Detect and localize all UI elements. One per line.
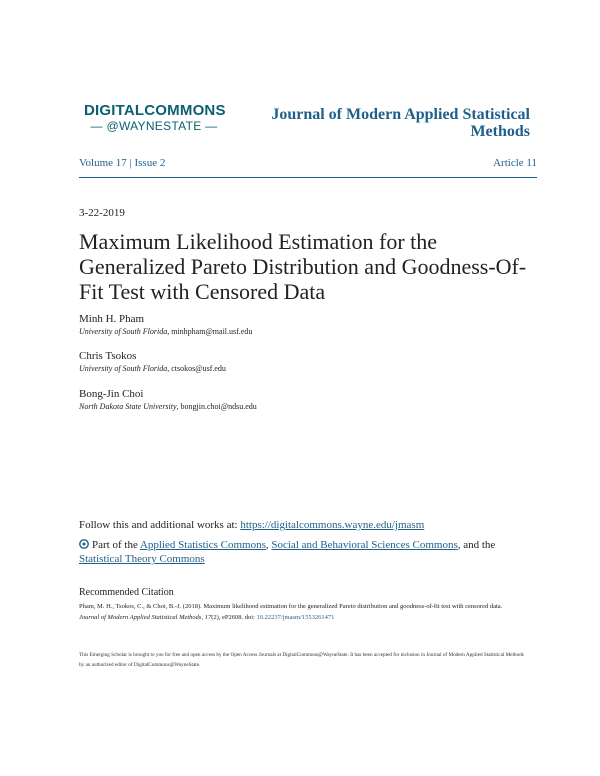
social-behavioral-sciences-commons-link[interactable]: Social and Behavioral Sciences Commons xyxy=(271,539,458,551)
author-affiliation: University of South Florida, ctsokos@usf.edu xyxy=(79,364,226,373)
journal-title-line1: Journal of Modern Applied Statistical xyxy=(271,106,530,123)
volume-issue-link[interactable]: Volume 17 | Issue 2 xyxy=(79,157,166,169)
logo-line1: DIGITALCOMMONS xyxy=(84,102,226,119)
doi-link[interactable]: 10.22237/jmasm/1553261471 xyxy=(256,614,335,621)
author-block xyxy=(79,388,257,413)
author-block xyxy=(79,350,226,375)
statistical-theory-commons-link[interactable]: Statistical Theory Commons xyxy=(79,553,205,565)
follow-line xyxy=(79,519,424,531)
repository-link[interactable]: https://digitalcommons.wayne.edu/jmasm xyxy=(240,519,425,531)
author-affiliation: North Dakota State University, bongjin.choi@ndsu.edu xyxy=(79,402,257,411)
article-title: Maximum Likelihood Estimation for the Generalized Pareto Distribution and Goodness-Of-Fit Test with Censored Data xyxy=(79,229,527,304)
logo-line2: — @WAYNESTATE — xyxy=(90,119,218,133)
part-of-prefix: Part of the xyxy=(92,539,140,551)
journal-title[interactable] xyxy=(271,106,530,140)
header-divider xyxy=(79,177,537,178)
issue-meta xyxy=(79,157,537,171)
follow-label: Follow this and additional works at: xyxy=(79,519,241,531)
digitalcommons-logo[interactable] xyxy=(84,103,224,133)
part-of-line: Part of the Applied Statistics Commons, Social and Behavioral Sciences Commons, and the Statistical Theory Commons xyxy=(79,539,496,565)
open-access-icon xyxy=(79,539,89,549)
journal-title-line2: Methods xyxy=(470,123,530,140)
author-block xyxy=(79,313,252,338)
author-name: Bong-Jin Choi xyxy=(79,388,144,400)
footer-notice: This Emerging Scholar is brought to you for free and open access by the Open Access Journals at DigitalCommons@WayneState. It has been accepted for inclusion in Journal of Modern Applied Statistical Methods by an authorized editor of DigitalCommons@WayneState. xyxy=(79,652,524,668)
author-name: Minh H. Pham xyxy=(79,313,145,325)
applied-statistics-commons-link[interactable]: Applied Statistics Commons xyxy=(139,539,266,551)
author-affiliation: University of South Florida, minhpham@mail.usf.edu xyxy=(79,327,253,336)
article-number[interactable]: Article 11 xyxy=(493,157,537,169)
publication-date: 3-22-2019 xyxy=(79,207,125,219)
recommended-citation-heading: Recommended Citation xyxy=(79,587,174,598)
recommended-citation-text: Pham, M. H., Tsokos, C., & Choi, B.-J. (2018). Maximum likelihood estimation for the generalized Pareto distribution and goodness-of-fit test with censored data. Journal of Modern Applied Statistical Methods, 17(2), eP2608. doi: 10.22237/jmasm/1553261471 xyxy=(79,603,503,621)
author-name: Chris Tsokos xyxy=(79,350,137,362)
